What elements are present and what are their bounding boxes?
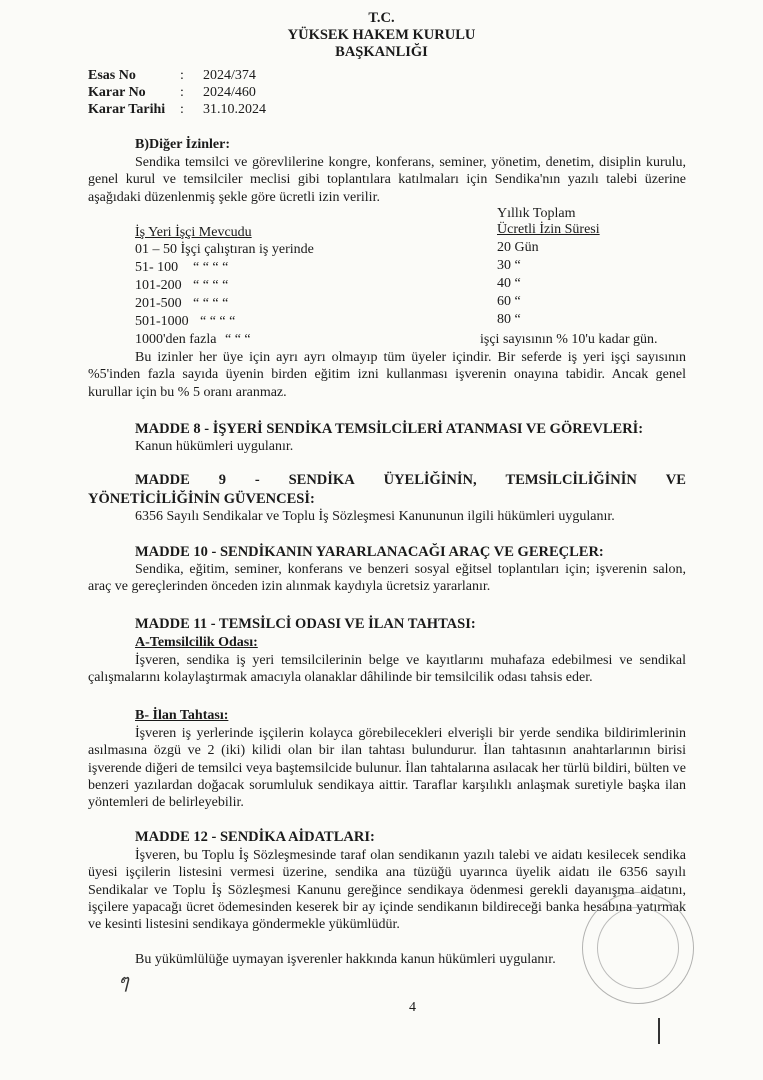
madde-8-body: Kanun hükümleri uygulanır. (135, 439, 294, 454)
madde-12-title: MADDE 12 - SENDİKA AİDATLARI: (135, 829, 375, 845)
table-row-range: 101-200 (135, 278, 182, 293)
header-presidency: BAŞKANLIĞI (335, 44, 428, 60)
madde-11-a-title: A-Temsilcilik Odası: (135, 635, 258, 650)
col2-header-line2: Ücretli İzin Süresi (497, 222, 600, 237)
table-row-range: 1000'den fazla (135, 332, 217, 347)
section-b-intro: Sendika temsilci ve görevlilerine kongre, konferans, seminer, yönetim, denetim, disiplin kurulu, genel kurul ve temsilciler meclisi gibi toplantılara katılmaları için Sendika'nın yazılı talebi üzerine aşağıdaki düzenlenmiş şekle göre ücretli izin verilir. (88, 155, 686, 205)
madde-11-b-body: İşveren iş yerlerinde işçilerin kolayca görebilecekleri elverişli bir yerde sendika bildirimlerinin asılmasına özgü ve 2 (iki) kilidi olan bir ilan tahtası bulundurur. İlan tahtasının anahtarlarının birisi işverende diğeri de temsilci veya baştemsilcide bulunur. İlan tahtalarına asılacak her türlü bildiri, bülten ve benzeri yazılardan doğacak sorumluluk sendikaya aittir. Taraflar karşılıklı anlaşmak suretiyle başka ilan yöntemleri de belirleyebilir. (88, 726, 686, 811)
table-row-range: 51- 100 (135, 260, 179, 275)
madde-11-b-title: B- İlan Tahtası: (135, 708, 229, 723)
madde-9-title-line2: YÖNETİCİLİĞİNİN GÜVENCESİ: (88, 491, 315, 507)
madde-8-title: MADDE 8 - İŞYERİ SENDİKA TEMSİLCİLERİ ATANMASI VE GÖREVLERİ: (135, 421, 644, 437)
madde-12-body: İşveren, bu Toplu İş Sözleşmesinde taraf olan sendikanın yazılı talebi ve aidatı kesilecek sendika üyesi işçilerin listesini vermesi üzerine, sendika ana tüzüğü uyarınca üyelik aidatı ile 6356 sayılı Sendikalar ve Toplu İş Sözleşmesi Kanunu gereğince sendikaya ödenmesi gerekli dayanışma aidatını, işçilere yapacağı ücret ödemesinden keserek bir ay içinde sendikanın bildireceği banka hesabına yatırmak ve kesinti listesini sendikaya göndermekle yükümlüdür. (88, 848, 686, 933)
madde-11-title: MADDE 11 - TEMSİLCİ ODASI VE İLAN TAHTASI: (135, 616, 476, 632)
madde-9-body: 6356 Sayılı Sendikalar ve Toplu İş Sözleşmesi Kanununun ilgili hükümleri uygulanır. (135, 509, 615, 524)
table-row-value: işçi sayısının % 10'u kadar gün. (480, 332, 658, 347)
meta-sep: : (180, 85, 184, 100)
madde-10-title: MADDE 10 - SENDİKANIN YARARLANACAĞI ARAÇ VE GEREÇLER: (135, 544, 604, 560)
madde-10-body: Sendika, eğitim, seminer, konferans ve benzeri sosyal eğitsel toplantıları için; işverenin salon, araç ve gereçlerinden önceden izin alınmak kaydıyla ücretsiz yararlanır. (88, 562, 686, 595)
table-row-value: 80 “ (497, 312, 521, 327)
section-b-title: B)Diğer İzinler: (135, 137, 230, 152)
madde-9-word: ÜYELİĞİNİN, (383, 472, 477, 488)
meta-label: Karar No (88, 85, 146, 100)
table-row-value: 40 “ (497, 276, 521, 291)
table-row-value: 60 “ (497, 294, 521, 309)
table-row-range: 201-500 (135, 296, 182, 311)
page-number: 4 (409, 1000, 416, 1015)
table-row-ditto: “ “ “ “ (193, 296, 229, 311)
official-stamp (582, 892, 694, 1004)
madde-12-last: Bu yükümlülüğe uymayan işverenler hakkında kanun hükümleri uygulanır. (135, 952, 556, 967)
table-row-ditto: “ “ “ “ (193, 278, 229, 293)
col1-header: İş Yeri İşçi Mevcudu (135, 225, 252, 240)
madde-9-title (135, 472, 686, 489)
madde-9-word: - (254, 472, 260, 488)
madde-9-word: VE (665, 472, 686, 488)
madde-9-word: TEMSİLCİLİĞİNİN (505, 472, 637, 488)
table-row-ditto: “ “ “ “ (193, 260, 229, 275)
meta-value: 2024/460 (203, 85, 256, 100)
table-row-ditto: “ “ “ “ (200, 314, 236, 329)
meta-value: 31.10.2024 (203, 102, 266, 117)
madde-9-word: MADDE (135, 472, 190, 488)
meta-sep: : (180, 102, 184, 117)
madde-9-word: 9 (218, 472, 226, 488)
meta-value: 2024/374 (203, 68, 256, 83)
table-row-ditto: “ “ “ (225, 332, 251, 347)
table-row-range: 01 – 50 İşçi çalıştıran iş yerinde (135, 242, 314, 257)
header-tc: T.C. (368, 10, 395, 26)
pen-mark (658, 1018, 660, 1044)
table-row-range: 501-1000 (135, 314, 189, 329)
meta-sep: : (180, 68, 184, 83)
madde-9-word: SENDİKA (288, 472, 355, 488)
table-row-value: 30 “ (497, 258, 521, 273)
meta-label: Esas No (88, 68, 136, 83)
col2-header-line1: Yıllık Toplam (497, 206, 576, 221)
table-row-value: 20 Gün (497, 240, 539, 255)
madde-11-a-body: İşveren, sendika iş yeri temsilcilerinin belge ve kayıtlarını muhafaza edebilmesi ve sendikal çalışmalarını kolaylaştırmak amacıyla olanaklar dâhilinde bir temsilcilik odası tahsis eder. (88, 653, 686, 686)
header-institution: YÜKSEK HAKEM KURULU (287, 27, 476, 43)
meta-label: Karar Tarihi (88, 102, 166, 117)
handwritten-initials: ๆ (118, 971, 129, 993)
section-b-closing: Bu izinler her üye için ayrı ayrı olmayıp tüm üyeler içindir. Bir seferde iş yeri işçi sayısının %5'inden fazla sayıda üyenin birden eğitim izni kullanması işverenin onayına tabidir. Ancak genel kurullar için bu % 5 oranı aranmaz. (88, 350, 686, 400)
